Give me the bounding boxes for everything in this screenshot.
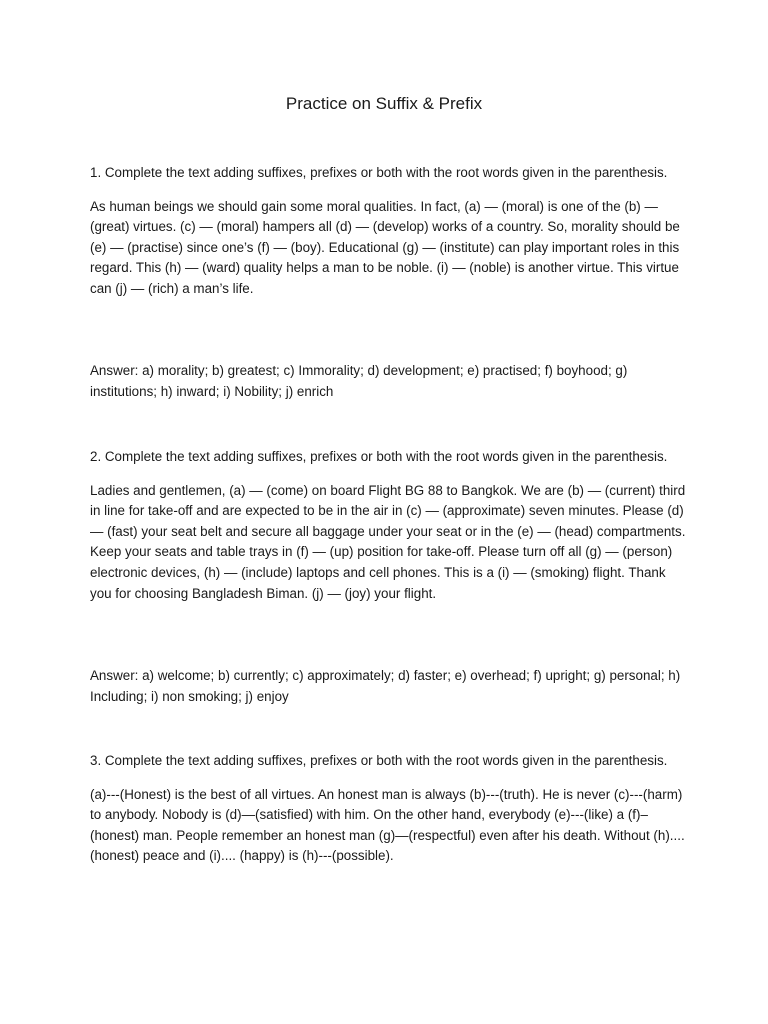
exercise-2 <box>90 447 686 604</box>
page-title: Practice on Suffix & Prefix <box>285 94 483 113</box>
exercise-2-answer-text: Answer: a) welcome; b) currently; c) approximately; d) faster; e) overhead; f) upright; g) personal; h) Including; i) non smoking; j) enjoy <box>90 668 681 704</box>
exercise-1-prompt: 1. Complete the text adding suffixes, prefixes or both with the root words given in the parenthesis. <box>90 165 668 180</box>
exercise-3 <box>90 751 686 867</box>
exercise-2-prompt: 2. Complete the text adding suffixes, prefixes or both with the root words given in the parenthesis. <box>90 449 668 464</box>
exercise-1-answer-text: Answer: a) morality; b) greatest; c) Immorality; d) development; e) practised; f) boyhood; g) institutions; h) inward; i) Nobility; j) enrich <box>90 363 628 399</box>
exercise-1-answer <box>90 361 686 402</box>
exercise-1 <box>90 163 686 300</box>
exercise-2-answer <box>90 666 686 707</box>
exercise-3-text: (a)---(Honest) is the best of all virtues. An honest man is always (b)---(truth). He is never (c)---(harm) to anybody. Nobody is (d)—(satisfied) with him. On the other hand, everybody (e)---(like) a (f)–(honest) man. People remember an honest man (g)—(respectful) even after his death. Without (h)....(honest) peace and (i).... (happy) is (h)---(possible). <box>90 786 685 864</box>
exercise-3-prompt: 3. Complete the text adding suffixes, prefixes or both with the root words given in the parenthesis. <box>90 753 668 768</box>
exercise-1-text: As human beings we should gain some moral qualities. In fact, (a) — (moral) is one of the (b) —(great) virtues. (c) — (moral) hampers all (d) — (develop) works of a country. So, morality should be (e) — (practise) since one’s (f) — (boy). Educational (g) — (institute) can play important roles in this regard. This (h) — (ward) quality helps a man to be noble. (i) — (noble) is another virtue. This virtue can (j) — (rich) a man’s life. <box>90 198 680 296</box>
exercise-2-text: Ladies and gentlemen, (a) — (come) on board Flight BG 88 to Bangkok. We are (b) — (current) third in line for take-off and are expected to be in the air in (c) — (approximate) seven minutes. Please (d) — (fast) your seat belt and secure all baggage under your seat or in the (e) — (head) compartments. Keep your seats and table trays in (f) — (up) position for take-off. Please turn off all (g) — (person) electronic devices, (h) — (include) laptops and cell phones. This is a (i) — (smoking) flight. Thank you for choosing Bangladesh Biman. (j) — (joy) your flight. <box>90 482 686 601</box>
